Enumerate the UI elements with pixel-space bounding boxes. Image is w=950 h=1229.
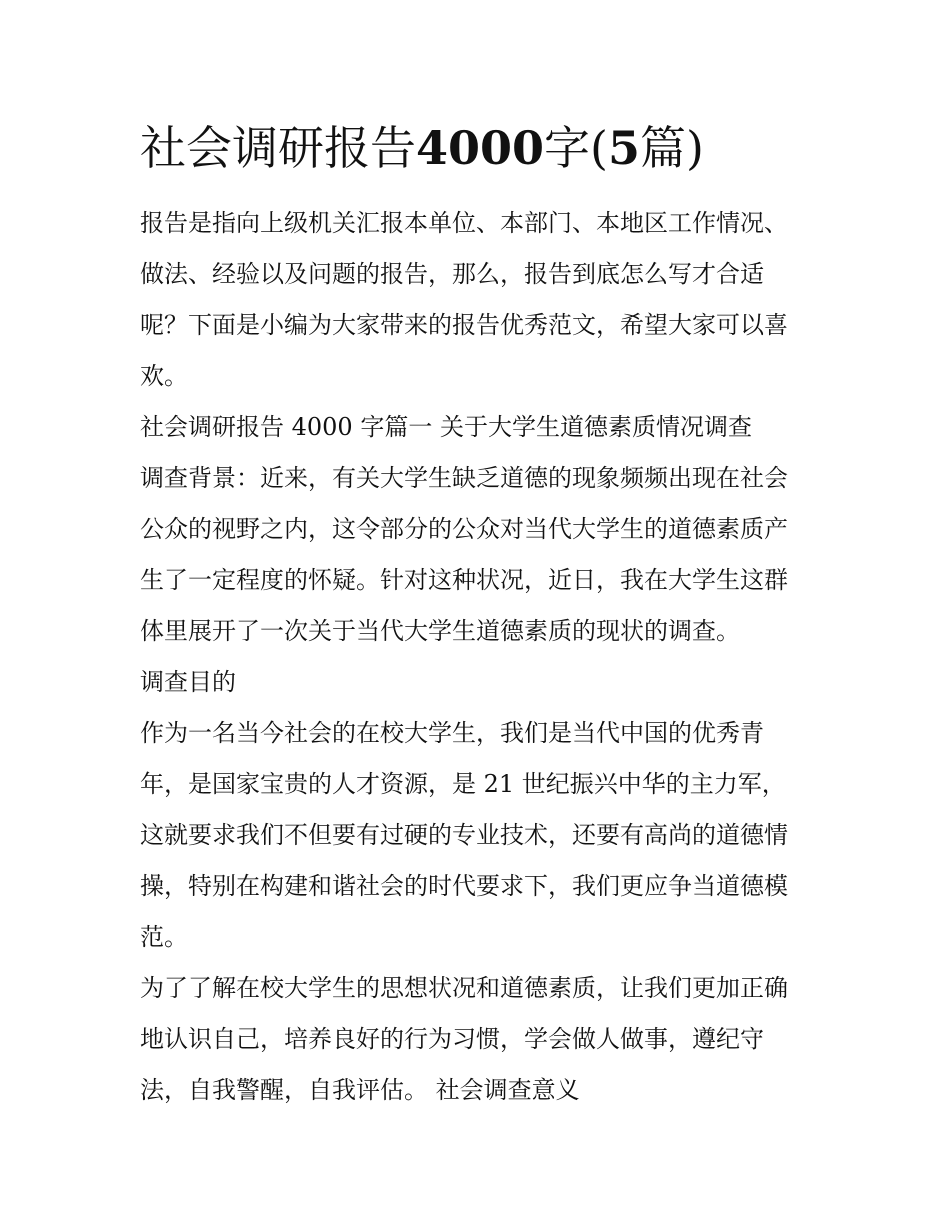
text-line: 社会调研报告 4000 字篇一 关于大学生道德素质情况调查	[140, 413, 752, 441]
text-line: 为了了解在校大学生的思想状况和道德素质，让我们更加正确	[140, 974, 788, 1002]
text-line: 操，特别在构建和谐社会的时代要求下，我们更应争当道德模	[140, 872, 788, 900]
goal-paragraph	[140, 963, 815, 1116]
title-text-1: 社会调研报告	[140, 121, 416, 175]
title-article-count: 5	[607, 121, 640, 175]
text-line: 体里展开了一次关于当代大学生道德素质的现状的调查。	[140, 617, 740, 645]
text-line: 年，是国家宝贵的人才资源，是 21 世纪振兴中华的主力军，	[140, 770, 786, 798]
title-text-3: 篇)	[640, 121, 704, 175]
text-line: 范。	[140, 923, 188, 951]
text-line: 呢？下面是小编为大家带来的报告优秀范文，希望大家可以喜	[140, 311, 788, 339]
text-line: 作为一名当今社会的在校大学生，我们是当代中国的优秀青	[140, 719, 764, 747]
purpose-heading	[140, 657, 815, 708]
text-line: 调查目的	[140, 668, 236, 696]
section-heading	[140, 402, 815, 453]
intro-paragraph	[140, 198, 815, 402]
text-line: 做法、经验以及问题的报告，那么，报告到底怎么写才合适	[140, 260, 764, 288]
background-paragraph	[140, 453, 815, 657]
text-line: 报告是指向上级机关汇报本单位、本部门、本地区工作情况、	[140, 209, 788, 237]
text-line: 这就要求我们不但要有过硬的专业技术，还要有高尚的道德情	[140, 821, 788, 849]
text-line: 调查背景：近来，有关大学生缺乏道德的现象频频出现在社会	[140, 464, 788, 492]
text-line: 地认识自己，培养良好的行为习惯，学会做人做事，遵纪守	[140, 1025, 764, 1053]
text-line: 欢。	[140, 362, 188, 390]
title-word-count: 4000	[416, 121, 545, 175]
text-line: 法，自我警醒，自我评估。 社会调查意义	[140, 1076, 580, 1104]
text-line: 公众的视野之内，这令部分的公众对当代大学生的道德素质产	[140, 515, 788, 543]
document-title	[140, 112, 815, 184]
document-content	[140, 112, 815, 1116]
purpose-paragraph	[140, 708, 815, 963]
text-line: 生了一定程度的怀疑。针对这种状况，近日，我在大学生这群	[140, 566, 788, 594]
title-text-2: 字(	[544, 121, 608, 175]
